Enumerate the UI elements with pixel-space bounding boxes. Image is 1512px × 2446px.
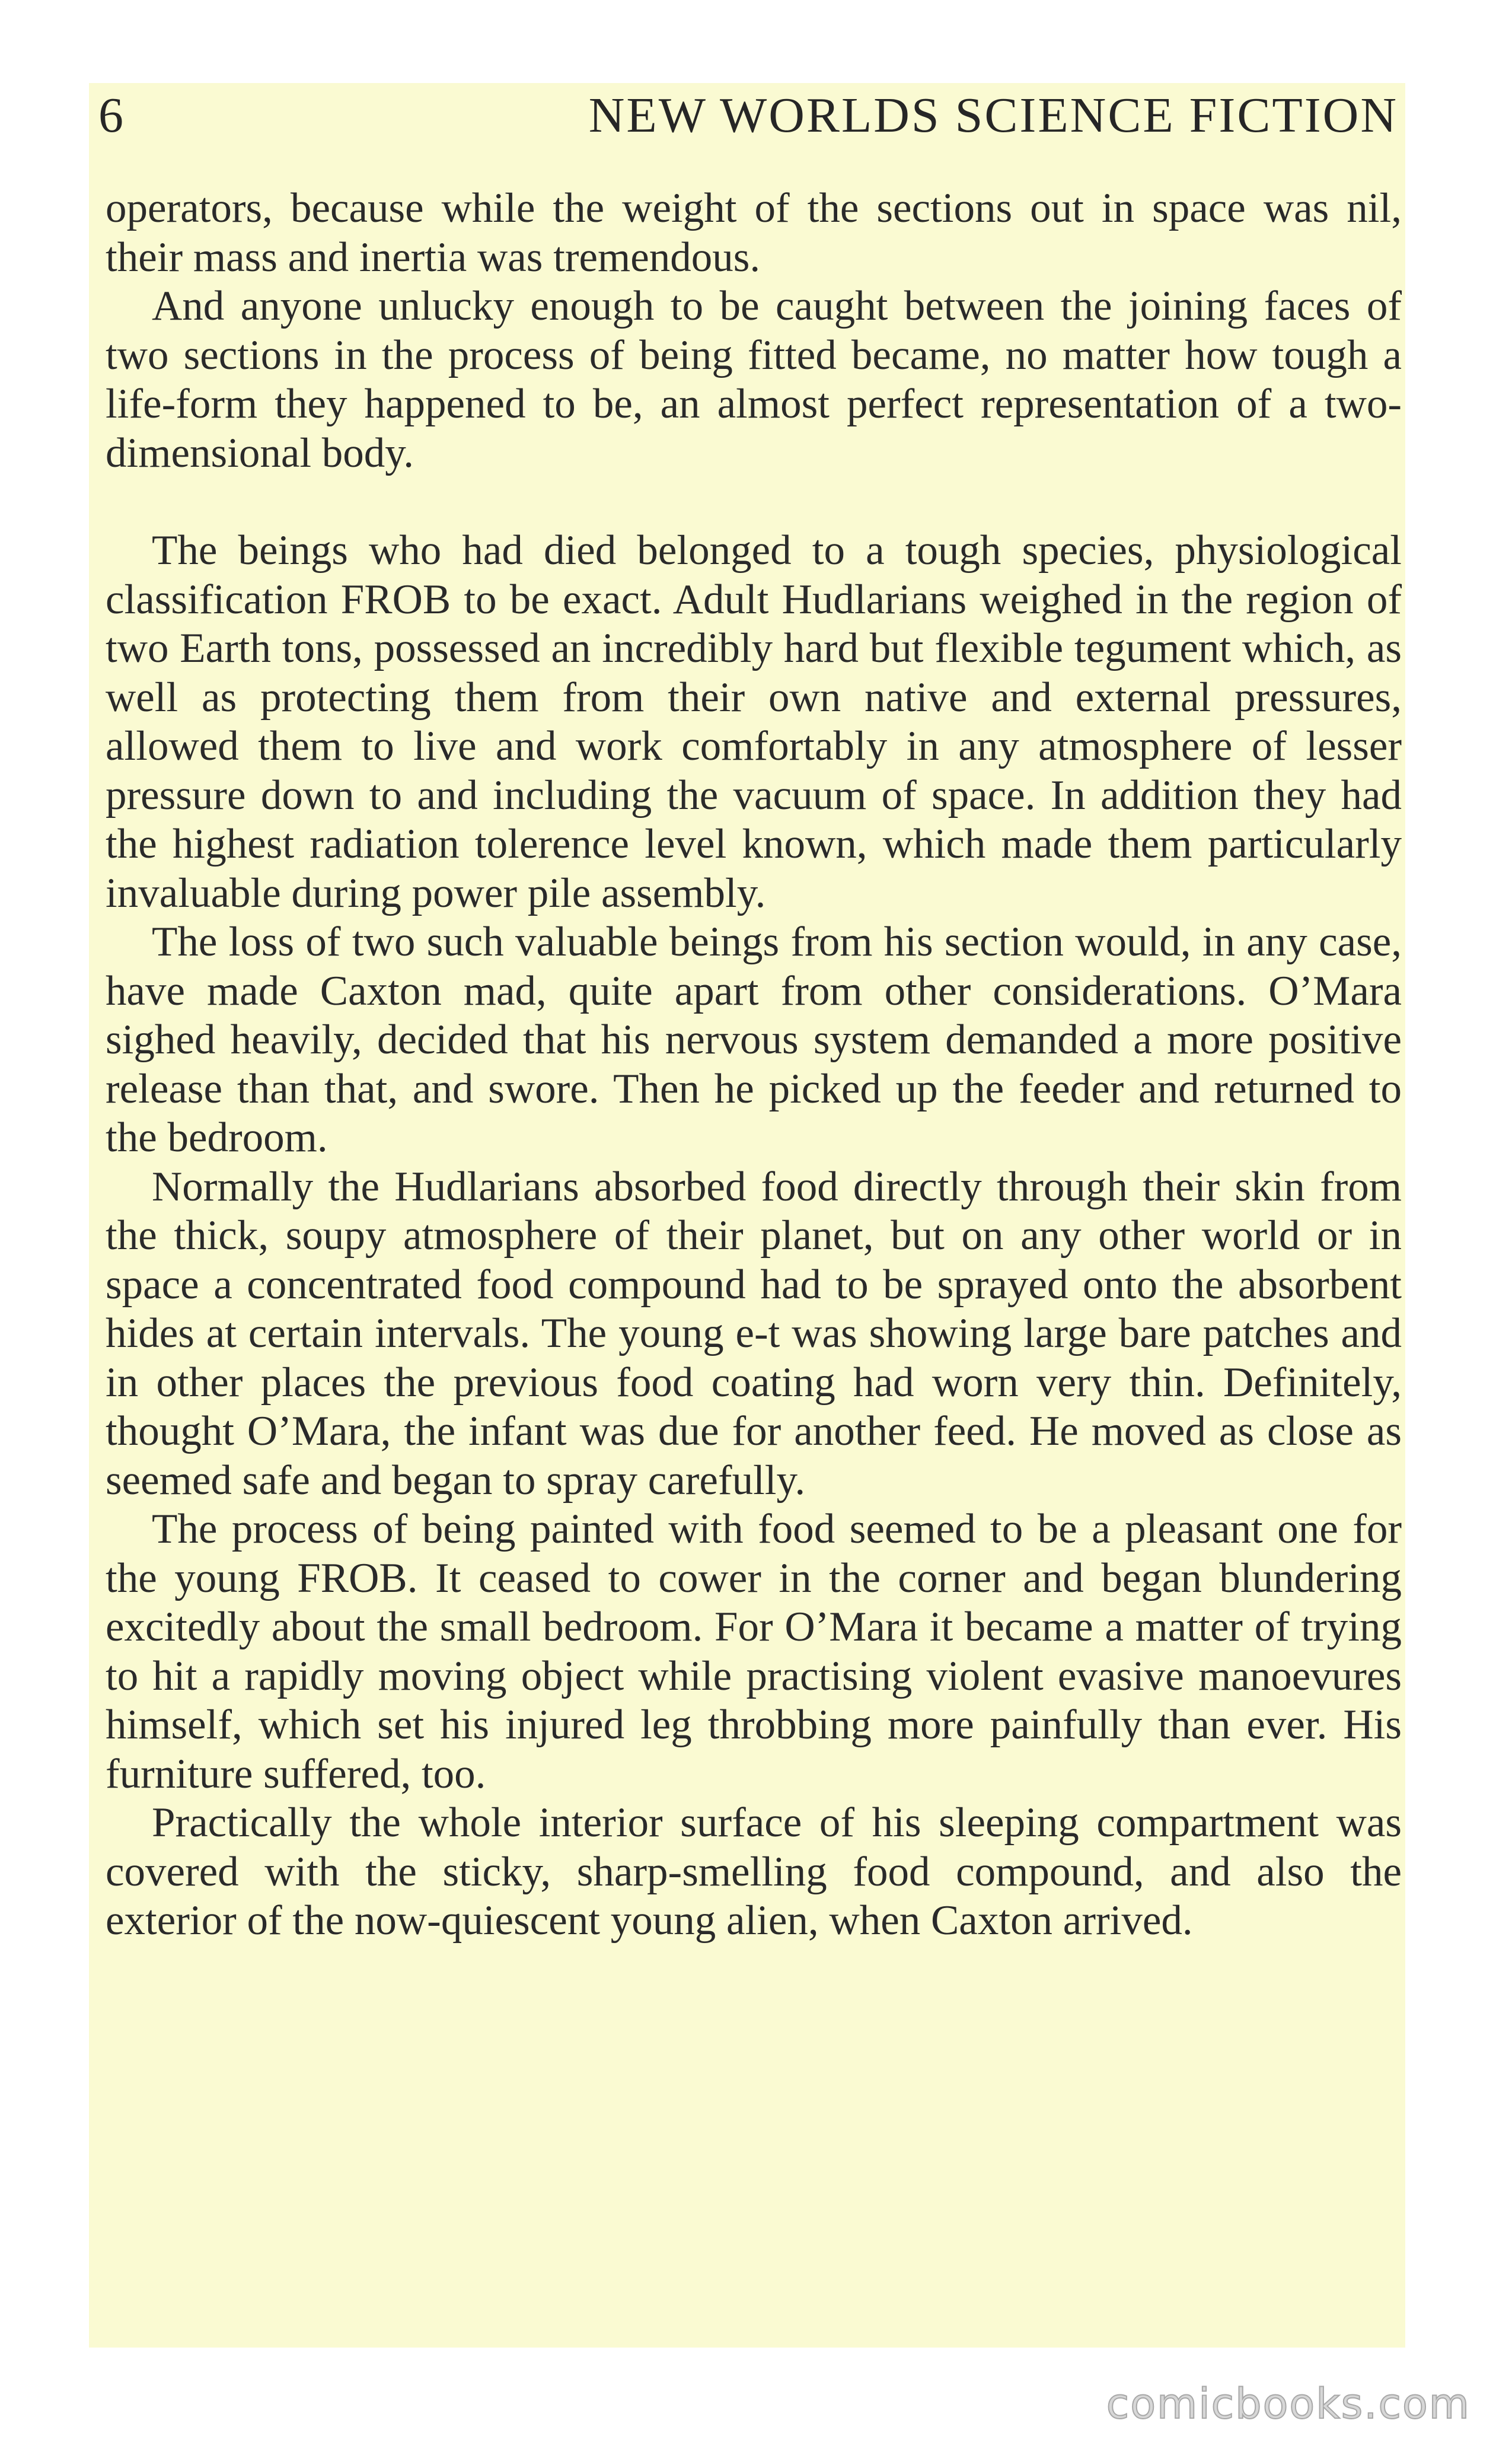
paragraph-section-start: The beings who had died belonged to a tough species, physiological classification FROB to be exact. Adult Hudlarians weighed in the region of two Earth tons, possessed an incredibly hard but flexible tegument which, as well as protecting them from their own native and external pressures, allowed them to live and work comfortably in any atmosphere of lesser pressure down to and including the vacuum of space. In addition they had the highest radiation tolerence level known, which made them particularly invaluable during power pile assembly. [106,527,1402,916]
paragraph: Practically the whole interior surface of his sleeping compartment was covered with the sticky, sharp-smelling food compound, and also the exterior of the now-quiescent young alien, when Caxton arrived. [106,1800,1402,1944]
running-title: NEW WORLDS SCIENCE FICTION [588,88,1398,143]
paragraph: And anyone unlucky enough to be caught between the joining faces of two sections in the process of being fitted became, no matter how tough a life-form they happened to be, an almost perfect representation of a two-dimensional body. [106,283,1402,476]
watermark: comicbooks.com [1106,2380,1470,2428]
article-body [106,184,1402,1945]
paragraph: Normally the Hudlarians absorbed food directly through their skin from the thick, soupy atmosphere of their planet, but on any other world or in space a concentrated food compound had to be sprayed onto the absorbent hides at certain intervals. The young e-t was showing large bare patches and in other places the previous food coating had worn very thin. Definitely, thought O’Mara, the infant was due for another feed. He moved as close as seemed safe and began to spray carefully. [106,1163,1402,1504]
page-header [98,87,1398,152]
paragraph: The process of being painted with food seemed to be a pleasant one for the young FROB. It ceased to cower in the corner and began blundering excitedly about the small bedroom. For O’Mara it became a matter of trying to hit a rapidly moving object while practising violent evasive manoevures himself, which set his injured leg throbbing more painfully than ever. His furniture suffered, too. [106,1506,1402,1797]
paragraph-continuation: operators, because while the weight of the sections out in space was nil, their mass and inertia was tremendous. [106,185,1402,281]
page-number: 6 [98,88,125,143]
paragraph: The loss of two such valuable beings from his section would, in any case, have made Caxton mad, quite apart from other considerations. O’Mara sighed heavily, decided that his nervous system demanded a more positive release than that, and swore. Then he picked up the feeder and returned to the bedroom. [106,919,1402,1161]
